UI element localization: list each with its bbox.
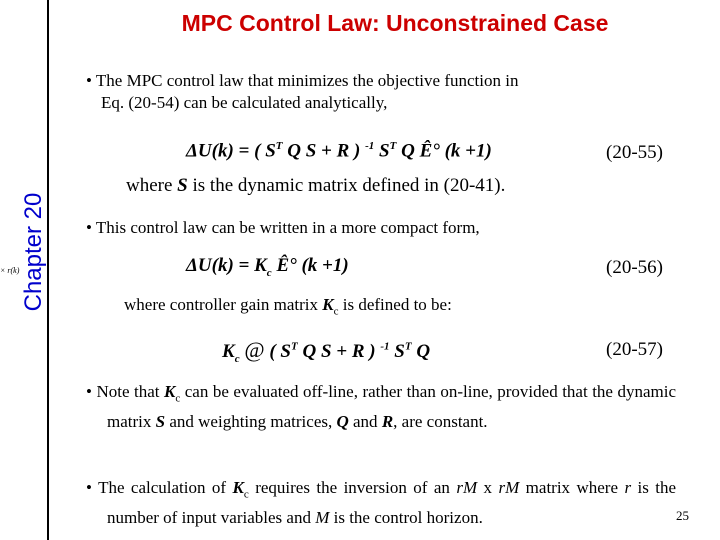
side-mark: × r(k) [0,266,20,275]
eq3-tail: Q [416,341,431,362]
note-c: and weighting matrices, [165,412,337,432]
eq3-inverse: -1 [380,340,390,353]
equation-20-56 [186,255,349,279]
calc-r: r [624,478,632,497]
where2-sub: c [333,305,339,318]
where-dynamic-matrix [126,175,505,197]
note-and: and [348,412,382,432]
eq1-transpose-2: T [389,140,397,152]
equation-20-57 [222,337,430,365]
bullet-intro-line2: Eq. (20-54) can be calculated analytically, [101,93,388,112]
eq2-sub: c [266,266,272,279]
where2-prefix: where controller gain matrix [124,295,323,314]
where-gain-matrix [124,295,452,317]
calc-a: The calculation of [91,478,233,497]
eq3-sub: c [234,352,240,365]
eq1-number: (20-55) [606,142,663,163]
eq3-def-symbol: @ [244,337,265,362]
eq1-mid: Q S + R ) [287,140,361,162]
eq3-rest: S [394,341,405,362]
eq3-transpose-2: T [404,340,412,353]
note-k: K [164,382,176,401]
chapter-label: Chapter 20 [20,192,47,312]
calc-c: matrix where [519,478,625,497]
eq1-tail: Q Ê° (k +1) [401,140,492,162]
note-bullet: • [86,382,92,401]
eq3-rhs: ( S [269,341,291,362]
note-a: Note that [91,382,165,401]
calc-x: x [477,478,499,497]
eq3-lhs: K [222,341,235,362]
note-kc: c [175,392,181,405]
eq2-lhs: ΔU(k) = K [186,255,267,276]
page-number: 25 [676,508,689,523]
where2-symbol: K [322,295,334,314]
where-prefix: where [126,175,178,196]
bullet-intro-line1: • The MPC control law that minimizes the objective function in [86,71,519,90]
calc-bullet: • [86,478,92,497]
where2-suffix: is defined to be: [338,295,452,314]
where-symbol: S [177,175,188,196]
calc-k: K [232,478,244,497]
bullet-intro [86,70,686,114]
note-s: S [155,412,166,432]
calc-rm1: rM [456,478,478,497]
eq2-number: (20-56) [606,257,663,278]
eq3-number: (20-57) [606,339,663,360]
calc-kc: c [243,488,249,501]
calc-m: M [315,508,330,528]
calc-rm2: rM [498,478,520,497]
eq1-rest: S [379,140,390,162]
calc-paragraph [86,476,676,529]
calc-d: is the number of input variables and [107,478,677,528]
note-paragraph [86,380,676,433]
calc-b: requires the inversion of an [248,478,457,497]
note-q: Q [336,412,349,432]
where-suffix: is the dynamic matrix defined in (20-41). [187,175,506,196]
eq2-rest: Ê° (k +1) [276,255,349,276]
eq1-transpose-1: T [275,140,283,152]
note-b: can be evaluated off-line, rather than on-line, provided that the dynamic matrix [107,382,677,432]
slide-title: MPC Control Law: Unconstrained Case [181,10,609,36]
note-r: R [381,412,394,432]
eq3-mid: Q S + R ) [302,341,376,362]
calc-e: is the control horizon. [329,508,483,528]
eq1-lhs: ΔU(k) = ( S [186,140,276,162]
eq1-inverse: -1 [365,140,375,152]
eq3-transpose-1: T [291,340,298,353]
equation-20-55 [186,140,492,162]
bullet-compact-form: • This control law can be written in a more compact form, [86,218,480,237]
note-d: , are constant. [393,412,488,432]
